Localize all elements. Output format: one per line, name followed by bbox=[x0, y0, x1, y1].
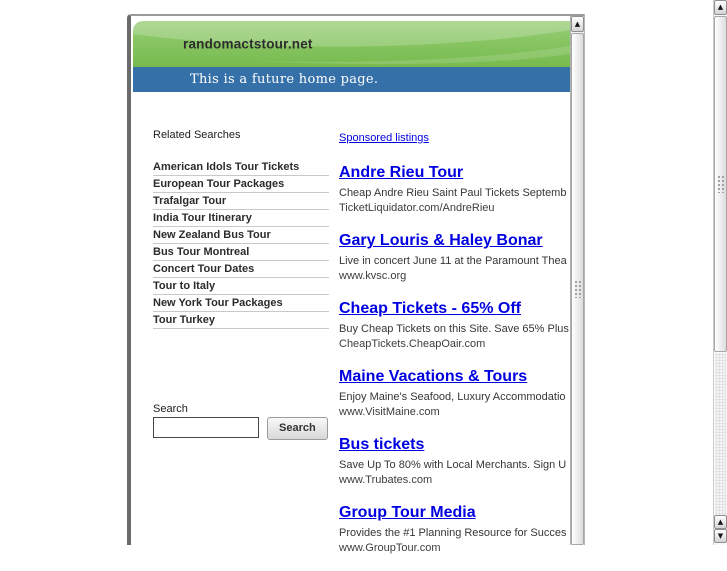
search-input[interactable] bbox=[153, 417, 259, 438]
listing-title-link[interactable]: Bus tickets bbox=[339, 436, 425, 453]
outer-scrollbar-thumb[interactable] bbox=[714, 16, 727, 352]
sponsored-listings-column bbox=[339, 128, 570, 571]
up-arrow-icon: ▲ bbox=[717, 517, 724, 526]
listing-url: CheapTickets.CheapOair.com bbox=[339, 338, 486, 350]
listing-url: www.GroupTour.com bbox=[339, 542, 441, 554]
up-arrow-icon: ▲ bbox=[717, 3, 724, 11]
embedded-page-frame bbox=[127, 14, 585, 554]
scrollbar-grip-dots bbox=[717, 175, 724, 193]
sponsored-listing bbox=[339, 163, 570, 216]
related-search-item[interactable]: Tour Turkey bbox=[153, 312, 329, 329]
tagline-text: This is a future home page. bbox=[190, 72, 379, 87]
tagline-bar bbox=[133, 67, 570, 92]
search-button[interactable]: Search bbox=[267, 417, 328, 440]
listing-description: Enjoy Maine's Seafood, Luxury Accommodatio bbox=[339, 391, 566, 403]
related-search-item[interactable]: New York Tour Packages bbox=[153, 295, 329, 312]
domain-title: randomactstour.net bbox=[183, 36, 313, 52]
search-label: Search bbox=[153, 403, 188, 415]
related-search-item[interactable]: Trafalgar Tour bbox=[153, 193, 329, 210]
related-search-item[interactable]: European Tour Packages bbox=[153, 176, 329, 193]
outer-scrollbar-down-button[interactable] bbox=[714, 529, 727, 543]
up-arrow-icon: ▲ bbox=[574, 19, 581, 28]
outer-scrollbar-bottom-up-button[interactable] bbox=[714, 515, 727, 529]
listing-title-link[interactable]: Cheap Tickets - 65% Off bbox=[339, 300, 521, 317]
related-search-item[interactable]: India Tour Itinerary bbox=[153, 210, 329, 227]
sponsored-listing bbox=[339, 231, 570, 284]
listing-title-link[interactable]: Gary Louris & Haley Bonar bbox=[339, 232, 543, 249]
related-searches-title: Related Searches bbox=[153, 129, 241, 141]
sponsored-listing bbox=[339, 299, 570, 352]
inner-scrollbar-up-button[interactable] bbox=[571, 16, 584, 32]
outer-scrollbar[interactable] bbox=[713, 0, 727, 545]
related-search-item[interactable]: Bus Tour Montreal bbox=[153, 244, 329, 261]
listing-description: Cheap Andre Rieu Saint Paul Tickets Septemb bbox=[339, 187, 567, 199]
listings-container bbox=[339, 163, 570, 556]
listing-description: Save Up To 80% with Local Merchants. Sign U bbox=[339, 459, 567, 471]
outer-scrollbar-up-button[interactable] bbox=[714, 0, 727, 15]
main-content bbox=[131, 92, 570, 571]
sponsored-listing bbox=[339, 367, 570, 420]
related-search-item[interactable]: Tour to Italy bbox=[153, 278, 329, 295]
related-searches-list bbox=[153, 159, 329, 329]
listing-description: Provides the #1 Planning Resource for Succes bbox=[339, 527, 567, 539]
related-search-item[interactable]: New Zealand Bus Tour bbox=[153, 227, 329, 244]
listing-title-link[interactable]: Maine Vacations & Tours bbox=[339, 368, 528, 385]
listing-url: www.kvsc.org bbox=[339, 270, 407, 282]
listing-url: www.Trubates.com bbox=[339, 474, 433, 486]
listing-url: www.VisitMaine.com bbox=[339, 406, 440, 418]
related-searches-column bbox=[153, 128, 329, 571]
listing-title-link[interactable]: Andre Rieu Tour bbox=[339, 164, 464, 181]
sponsored-listing bbox=[339, 503, 570, 556]
sponsored-listings-link[interactable]: Sponsored listings bbox=[339, 132, 429, 144]
scrollbar-grip-dots bbox=[574, 280, 581, 298]
page-content bbox=[131, 16, 570, 554]
outer-scrollbar-track[interactable] bbox=[715, 353, 726, 529]
search-section bbox=[153, 402, 329, 440]
sponsored-listing bbox=[339, 435, 570, 488]
listing-title-link[interactable]: Group Tour Media bbox=[339, 504, 476, 521]
inner-scrollbar[interactable] bbox=[570, 16, 584, 545]
listing-url: TicketLiquidator.com/AndreRieu bbox=[339, 202, 495, 214]
search-row bbox=[153, 417, 329, 440]
inner-scrollbar-thumb[interactable] bbox=[571, 33, 584, 545]
listing-description: Buy Cheap Tickets on this Site. Save 65% Plus bbox=[339, 323, 569, 335]
listing-description: Live in concert June 11 at the Paramount Thea bbox=[339, 255, 567, 267]
down-arrow-icon: ▼ bbox=[717, 531, 724, 540]
related-search-item[interactable]: Concert Tour Dates bbox=[153, 261, 329, 278]
site-header-banner bbox=[133, 21, 570, 67]
related-search-item[interactable]: American Idols Tour Tickets bbox=[153, 159, 329, 176]
